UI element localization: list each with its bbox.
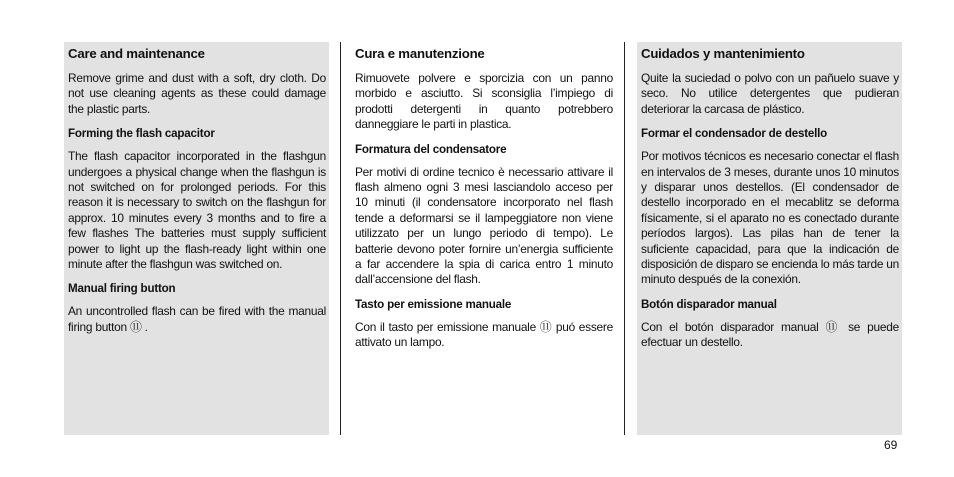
spanish-manual-text: Con el botón disparador manual ⑪ se puede efectuar un destello. [641, 319, 899, 350]
italian-capacitor-heading: Formatura del condensatore [355, 142, 507, 156]
spanish-column [637, 42, 902, 435]
english-capacitor-heading: Forming the flash capacitor [68, 127, 215, 141]
italian-capacitor-text: Per motivi di ordine tecnico è necessario attivare il flash almeno ogni 3 mesi lasciandolo acceso per 10 minuti (il condensatore incorporato nel flash tende a deformarsi se il lampeggiatore non viene utilizzato per un lungo periodo di tempo). Le batterie devono poter fornire un’energia sufficiente a far accendere la spia di carica entro 1 minuto dall’accensione del flash. [355, 164, 613, 287]
english-capacitor-text: The flash capacitor incorporated in the flashgun undergoes a physical change when the flashgun is not switched on for prolonged periods. For this reason it is necessary to switch on the flashgun for approx. 10 minutes every 3 months and to fire a few flashes The batteries must supply sufficient power to light up the flash-ready light within one minute after the flashgun was switched on. [68, 149, 326, 272]
italian-manual-heading: Tasto per emissione manuale [355, 297, 512, 311]
spanish-care-text: Quite la suciedad o polvo con un pañuelo suave y seco. No utilice detergentes que pudieran deteriorar la carcasa de plástico. [641, 71, 899, 116]
english-manual-heading: Manual firing button [68, 282, 176, 296]
spanish-capacitor-heading: Formar el condensador de destello [641, 127, 828, 141]
spanish-manual-heading: Botón disparador manual [641, 297, 777, 311]
italian-manual-text: Con il tasto per emissione manuale ⑪ puó essere attivato un lampo. [355, 319, 613, 350]
spanish-capacitor-text: Por motivos técnicos es necesario conectar el flash en intervalos de 3 meses, durante unos 10 minutos y disparar unos destellos. (El condensador de destello incorporado en el mecablitz se deforma físicamente, si el aparato no es conectado durante períodos largos). Las pilas han de tener la suficiente capacidad, para que la indicación de disposición de disparo se encienda lo más tarde un minuto después de la conexión. [641, 149, 899, 287]
english-manual-text: An uncontrolled flash can be fired with the manual firing button ⑪ . [68, 304, 326, 334]
english-title: Care and maintenance [68, 46, 205, 61]
column-divider-2 [624, 42, 625, 435]
english-care-text: Remove grime and dust with a soft, dry cloth. Do not use cleaning agents as these could damage the plastic parts. [68, 71, 326, 116]
column-divider-1 [340, 42, 341, 435]
spanish-title: Cuidados y mantenimiento [641, 46, 805, 61]
italian-care-text: Rimuovete polvere e sporcizia con un panno morbido e asciutto. Si sconsiglia l’impiego di prodotti detergenti in quanto potrebbero danneggiare le parti in plastica. [355, 71, 613, 132]
italian-column [351, 42, 616, 435]
page-number: 69 [884, 438, 898, 452]
english-column [64, 42, 329, 435]
italian-title: Cura e manutenzione [355, 46, 485, 61]
